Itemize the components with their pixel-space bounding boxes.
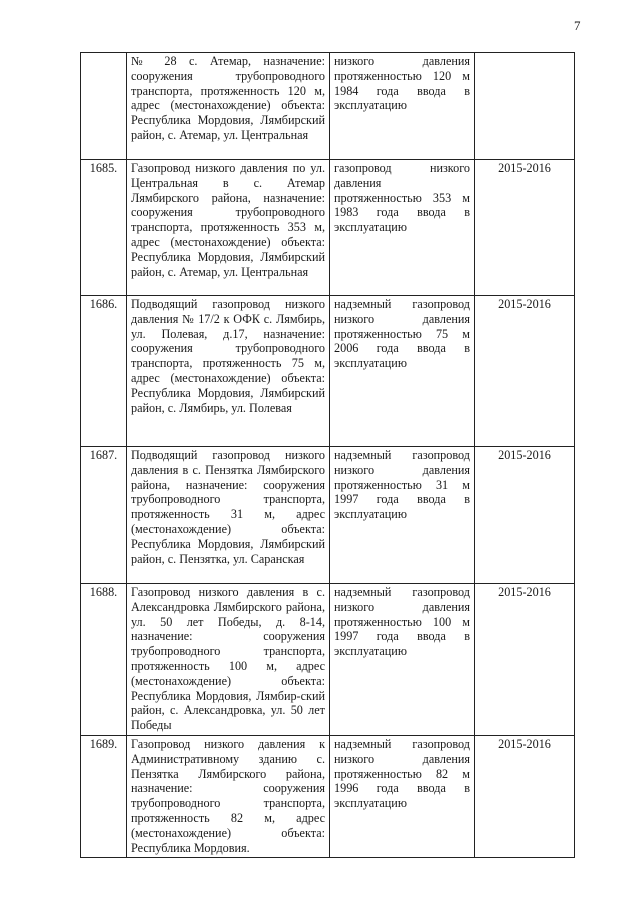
table-row: [81, 296, 575, 447]
object-name: Газопровод низкого давления по ул. Центральная в с. Атемар Лямбирского района, назначение: сооружения трубопроводного транспорта, протяженность 353 м, адрес (местонахождение) объекта: Республика Мордовия, Лямбирский район, с. Атемар, ул. Центральная: [127, 160, 330, 296]
table-row: [81, 584, 575, 736]
privatization-period: [475, 53, 575, 160]
object-name: Газопровод низкого давления в с. Александровка Лямбирского района, ул. 50 лет Победы, д. 8-14, назначение: сооружения трубопроводного транспорта, протяженность 100 м, адрес (местонахождение) объекта: Республика Мордовия, Лямбир-ский район, с. Александровка, ул. 50 лет Победы: [127, 584, 330, 736]
privatization-period: 2015-2016: [475, 735, 575, 857]
privatization-period: 2015-2016: [475, 160, 575, 296]
object-name: Подводящий газопровод низкого давления № 17/2 к ОФК с. Лямбирь, ул. Полевая, д.17, назначение: сооружения трубопроводного транспорта, протяженность 75 м, адрес (местонахождение) объекта: Республика Мордовия, Лямбирский район, с. Лямбирь, ул. Полевая: [127, 296, 330, 447]
row-number: 1689.: [81, 735, 127, 857]
object-characteristics: надземный газопровод низкого давления протяженностью 100 м 1997 года ввода в эксплуатацию: [330, 584, 475, 736]
object-characteristics: надземный газопровод низкого давления протяженностью 75 м 2006 года ввода в эксплуатацию: [330, 296, 475, 447]
row-number: 1687.: [81, 447, 127, 584]
privatization-period: 2015-2016: [475, 447, 575, 584]
row-number: 1686.: [81, 296, 127, 447]
object-characteristics: низкого давления протяженностью 120 м 1984 года ввода в эксплуатацию: [330, 53, 475, 160]
table-row: [81, 447, 575, 584]
object-characteristics: газопровод низкого давления протяженностью 353 м 1983 года ввода в эксплуатацию: [330, 160, 475, 296]
object-name: Подводящий газопровод низкого давления в с. Пензятка Лямбирского района, назначение: сооружения трубопроводного транспорта, протяженность 31 м, адрес (местонахождение) объекта: Республика Мордовия, Лямбирский район, с. Пензятка, ул. Саранская: [127, 447, 330, 584]
table-row: [81, 53, 575, 160]
row-number: 1685.: [81, 160, 127, 296]
table-row: [81, 160, 575, 296]
table-row: [81, 735, 575, 857]
row-number: 1688.: [81, 584, 127, 736]
object-characteristics: надземный газопровод низкого давления протяженностью 82 м 1996 года ввода в эксплуатацию: [330, 735, 475, 857]
privatization-period: 2015-2016: [475, 584, 575, 736]
object-name: Газопровод низкого давления к Административному зданию с. Пензятка Лямбирского района, назначение: сооружения трубопроводного транспорта, протяженность 82 м, адрес (местонахождение) объекта: Республика Мордовия.: [127, 735, 330, 857]
privatization-period: 2015-2016: [475, 296, 575, 447]
registry-table: [80, 52, 575, 858]
object-characteristics: надземный газопровод низкого давления протяженностью 31 м 1997 года ввода в эксплуатацию: [330, 447, 475, 584]
object-name: № 28 с. Атемар, назначение: сооружения трубопроводного транспорта, протяженность 120 м, адрес (местонахождение) объекта: Республика Мордовия, Лямбирский район, с. Атемар, ул. Центральная: [127, 53, 330, 160]
row-number: [81, 53, 127, 160]
page-number: 7: [574, 18, 581, 33]
